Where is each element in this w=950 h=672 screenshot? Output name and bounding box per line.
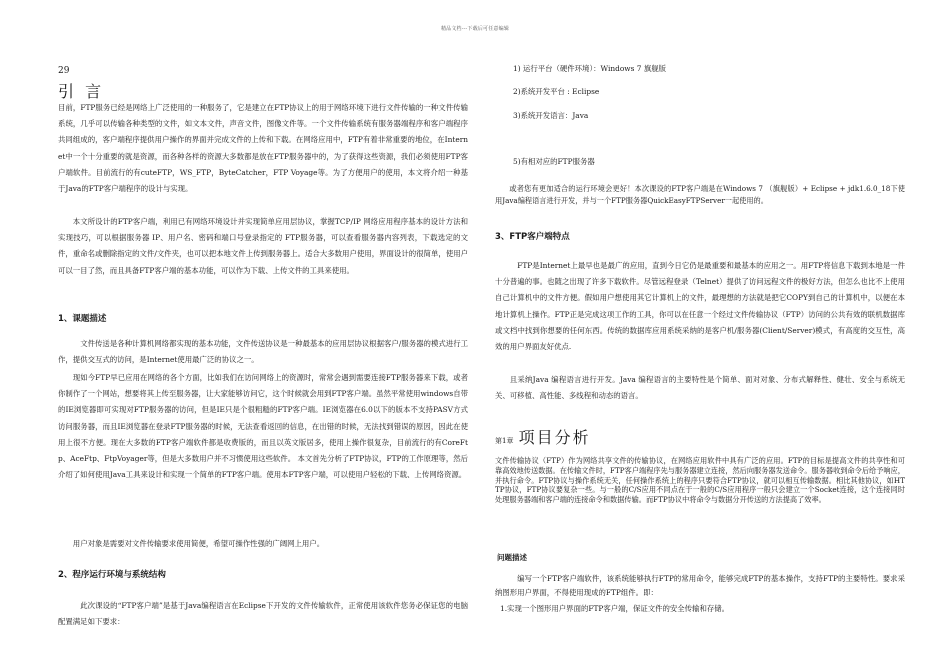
env-paragraph: 或者您有更加适合的运行环境会更好！本次课设的FTP客户端是在Windows 7 （旗舰版）+ Eclipse + jdk1.6.0_18下使用Java编程语言进行开发，并与一个FTP服务器QuickEasyFTPServer一起使用的。 [495,184,905,206]
chapter-paragraph: 文件传输协议（FTP）作为网络共享文件的传输协议，在网络应用软件中具有广泛的应用。FTP的目标是提高文件的共享性和可靠高效地传送数据。在传输文件时，FTP客户端程序先与服务器建立连接，然后向服务器发送命令。服务器收到命令后给予响应，并执行命令。FTP协议与操作系统无关，任何操作系统上的程序只要符合FTP协议，就可以相互传输数据。相比其他协议，如HTTP协议，FTP协议要复杂一些。与一般的C/S应用不同点在于一般的C/S应用程序一般只会建立一个Socket连接，这个连接同时处理服务器端和客户端的连接命令和数据传输。而FTP协议中将命令与数据分开传送的方法提高了效率。 [495,456,905,505]
env-item-2: 2)系统开发平台 : Eclipse [513,87,600,96]
section-3-paragraph-1: FTP是Internet上最早也是最广的应用，直到今日它仍是最重要和最基本的应用之一。用FTP将信息下载到本地是一件十分普遍的事。也随之出现了许多下载软件。尽管远程登录（Telnet）提供了访问远程文件的极好方法，但怎么也比不上使用自己计算机中的文件方便。假如用户想使用其它计算机上的文件，最理想的方法就是把它COPY到自己的计算机中，以便在本地计算机上操作。FTP正是完成这项工作的工具，你可以在任意一个经过文件传输协议（FTP）访问的公共有效的联机数据库或文档中找到你想要的任何东西。传统的数据库应用系统采纳的是客户机/服务器(Client/Server)模式，有高度的交互性，高效的用户界面友好优点. [495,261,905,352]
section-1-paragraph-2: 现如今FTP早已应用在网络的各个方面，比如我们在访问网络上的资源时，常常会遇到需要连接FTP服务器来下载，或者你制作了一个网站，想要将其上传至服务器，让大家能够访问它，这个时候就会用到FTP客户端。虽然平常使用windows自带的IE浏览器即可实现对FTP服务器的访问，但是IE只是个很粗糙的FTP客户端。IE浏览器在6.0以下的版本不支持PASV方式访问服务器，而且IE浏览器在登录FTP服务器的时候，无法查看返回的信息，在出错的时候，无法找到错误的原因，因此在使用上很不方便。现在大多数的FTP客户端软件都是收费版的，而且以英文版居多，使用上操作很复杂，目前流行的有CoreFtp、AceFtp、FtpVoyager等，但是大多数用户并不习惯使用这些软件。 本文首先分析了FTP协议，FTP的工作原理等，然后介绍了如何使用Java工具来设计和实现一个简单的FTP客户端。使用本FTP客户端，可以使用户轻松的下载、上传网络资源。 [58,373,468,480]
section-1-heading: 1、课题描述 [58,314,107,324]
section-2-heading: 2、程序运行环境与系统结构 [58,570,166,580]
problem-paragraph: 编写一个FTP客户端软件，该系统能够执行FTP的常用命令，能够完成FTP的基本操作，支持FTP的主要特性。要求采纳图形用户界面，不得使用现成的FTP组件。即： [495,574,905,597]
page-number: 29 [58,66,70,76]
intro-paragraph-1: 目前，FTP服务已经是网络上广泛使用的一种服务了，它是建立在FTP协议上的用于网络环境下进行文件传输的一种文件传输系统，几乎可以传输各种类型的文件，如文本文件，声音文件，图像文件等。一个文件传输系统有服务器端程序和客户端程序共同组成的，客户端程序提供用户操作的界面并完成文件的上传和下载。在网络应用中，FTP有着非常重要的地位，在Internet中一个十分重要的就是资源，而各种各样的资源大多数都是放在FTP服务器中的，为了获得这些资源，我们必须使用FTP客户端软件。目前流行的有cuteFTP，WS_FTP，ByteCatcher，FTP Voyage等。为了方便用户的使用，本文将介绍一种基于Java的FTP客户端程序的设计与实现。 [58,103,468,194]
section-2-paragraph-1: 此次课设的“FTP客户端”是基于Java编程语言在Eclipse下开发的文件传输软件，正常使用该软件您务必保证您的电脑配置满足如下要求： [58,601,468,627]
chapter-label: 第1章 [495,437,514,445]
chapter-heading [495,425,591,448]
intro-paragraph-2: 本文所设计的FTP客户端，利用已有网络环境设计并实现简单应用层协议，掌握TCP/IP 网络应用程序基本的设计方法和实现技巧，可以根据服务器 IP、用户名、密码和端口号登录指定的 FTP服务器，可以查看服务器内容列表，下载选定的文件，重命名或删除指定的文件/文件夹，也可以把本地文件上传到服务器上。适合大多数用户使用，界面设计的很简单，使用户可以一目了然，而且具备FTP客户端的基本功能，可以作为下载、上传文件的工具来使用。 [58,217,468,275]
running-header: 精品文档---下载后可任意编辑 [440,26,510,32]
env-item-1: 1) 运行平台（硬件环境）：Windows 7 旗舰版 [513,64,666,73]
env-item-3: 3)系统开发语言：Java [513,111,589,120]
section-3-paragraph-2: 且采纳Java 编程语言进行开发。Java 编程语言的主要特性是个简单、面对对象、分布式解释性、健壮、安全与系统无关、可移植、高性能、多线程和动态的语言。 [495,375,905,401]
chapter-title: 项目分析 [518,428,591,447]
problem-heading: 问题描述 [497,553,527,562]
problem-item-1: 1.实现一个图形用户界面的FTP客户端，保证文件的安全传输和存储。 [500,604,730,613]
section-3-heading: 3、FTP客户端特点 [495,232,570,242]
section-1-paragraph-1: 文件传送是各种计算机网络都实现的基本功能，文件传送协议是一种最基本的应用层协议根据客户/服务器的模式进行工作，提供交互式的访问，是Internet使用最广泛的协议之一。 [58,339,468,365]
intro-title: 引 言 [58,82,105,101]
section-1-paragraph-3: 用户对象是需要对文件传输要求使用简便，希望可操作性强的广阔网上用户。 [72,539,325,548]
env-item-5: 5)有相对应的FTP服务器 [513,157,595,166]
